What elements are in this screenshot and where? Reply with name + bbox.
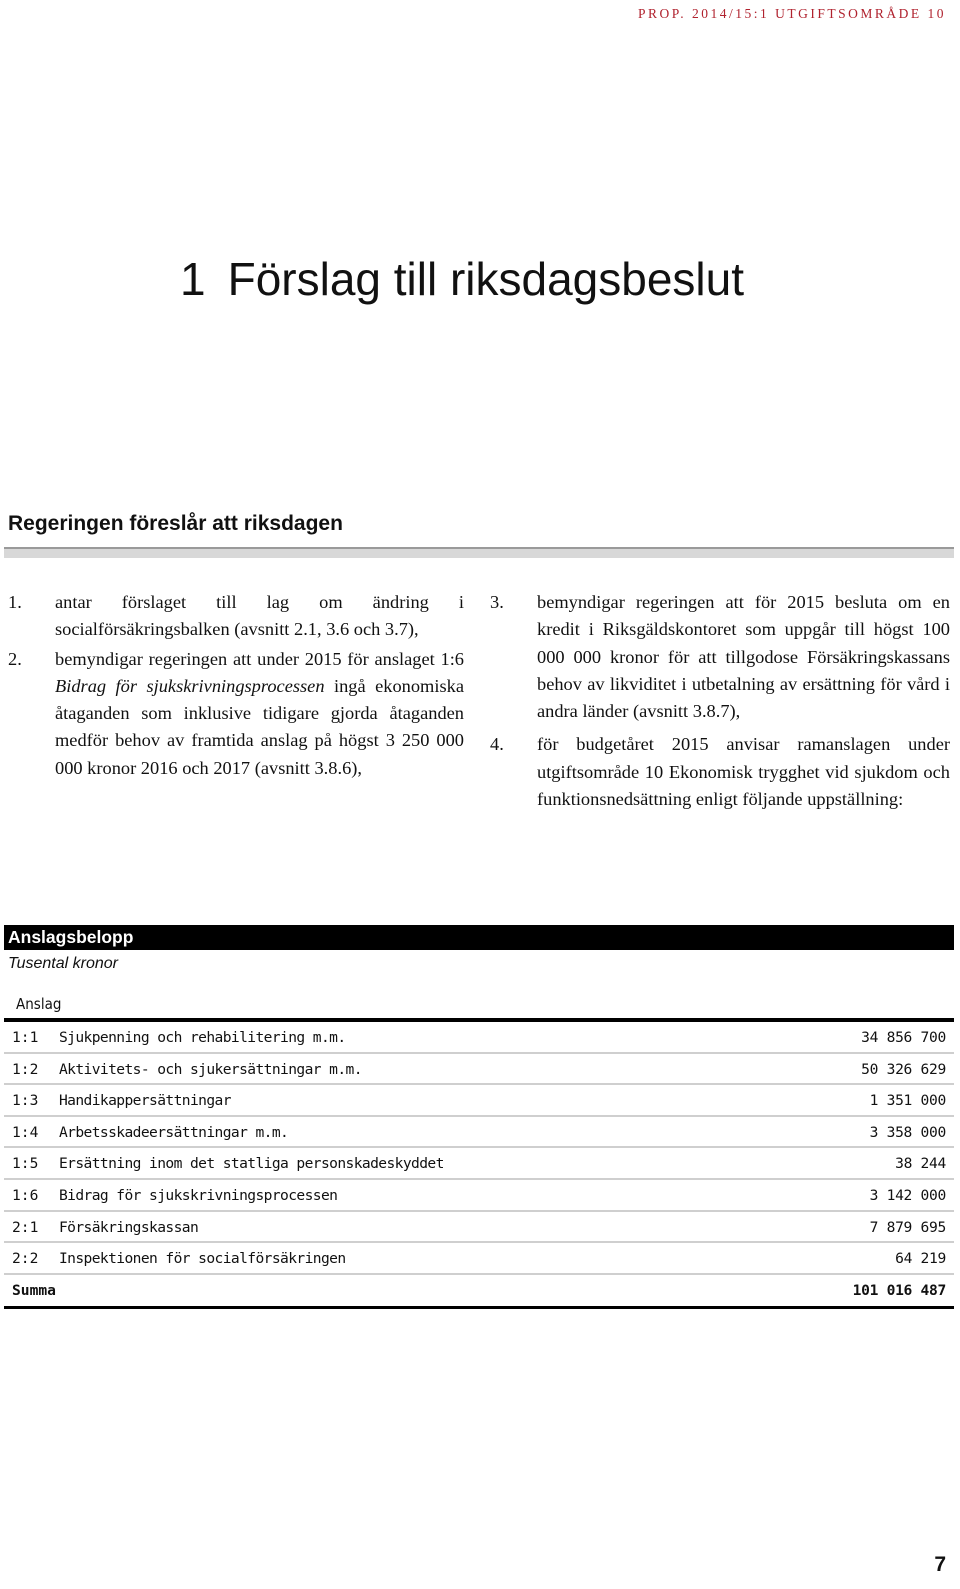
proposal-item	[490, 589, 950, 725]
row-code: 1:2	[12, 1060, 39, 1078]
row-amount: 38 244	[895, 1155, 946, 1173]
row-code: 2:2	[12, 1250, 39, 1268]
proposal-text: bemyndigar regeringen att för 2015 besluta om en kredit i Riksgäldskontoret som uppgår till högst 100 000 000 kronor för att tillgodose Försäkringskassans behov av likviditet i utbetalning av ersättning för vård i andra länder (avsnitt 3.8.7),	[537, 592, 950, 722]
row-code: 1:6	[12, 1186, 39, 1204]
appropriation-name-italic: Bidrag för sjukskrivningsprocessen	[55, 675, 325, 696]
proposal-number: 3.	[490, 592, 504, 612]
row-name: Aktivitets- och sjukersättningar m.m.	[59, 1060, 362, 1078]
row-amount: 1 351 000	[869, 1092, 946, 1110]
row-name: Ersättning inom det statliga personskadeskyddet	[59, 1155, 444, 1173]
row-name: Bidrag för sjukskrivningsprocessen	[59, 1186, 338, 1204]
proposal-column-right	[490, 589, 950, 815]
row-amount: 3 358 000	[869, 1123, 946, 1141]
row-code: 1:3	[12, 1092, 39, 1110]
row-amount: 7 879 695	[869, 1218, 946, 1236]
proposal-text-part: bemyndigar regeringen att under 2015 för anslaget 1:6	[55, 648, 464, 669]
proposal-number: 2.	[8, 648, 22, 669]
row-code: 1:4	[12, 1123, 39, 1141]
total-label: Summa	[12, 1281, 56, 1299]
proposal-item	[8, 646, 464, 782]
row-name: Handikappersättningar	[59, 1092, 231, 1110]
proposal-text-part: ingå ekonomiska åtaganden som inklusive tidigare gjorda åtaganden medför behov av framtida anslag på högst 3 250 000 000 kronor 2016 och 2017 (avsnitt 3.8.6),	[55, 675, 464, 778]
table-row	[4, 1085, 954, 1117]
running-header: PROP. 2014/15:1 UTGIFTSOMRÅDE 10	[637, 6, 946, 21]
row-code: 1:5	[12, 1155, 39, 1173]
row-amount: 3 142 000	[869, 1186, 946, 1204]
proposal-column-left	[8, 589, 464, 784]
table-title: Anslagsbelopp	[4, 925, 954, 950]
proposal-text: för budgetåret 2015 anvisar ramanslagen under utgiftsområde 10 Ekonomisk trygghet vid sjukdom och funktionsnedsättning enligt följande uppställning:	[537, 734, 950, 810]
chapter-title	[180, 252, 744, 306]
table-total-row	[4, 1275, 954, 1307]
appropriations-table	[4, 1018, 954, 1309]
table-subtitle: Tusental kronor	[8, 955, 118, 972]
table-row	[4, 1054, 954, 1086]
proposal-number: 1.	[8, 592, 22, 612]
table-row	[4, 1243, 954, 1275]
chapter-title-text: Förslag till riksdagsbeslut	[227, 253, 745, 305]
row-name: Försäkringskassan	[59, 1218, 199, 1236]
table-column-header: Anslag	[16, 995, 62, 1013]
table-row	[4, 1212, 954, 1244]
row-amount: 34 856 700	[861, 1029, 946, 1046]
proposal-number: 4.	[490, 734, 504, 755]
proposal-box-rule	[4, 547, 954, 558]
proposal-text	[55, 646, 464, 782]
row-name: Inspektionen för socialförsäkringen	[59, 1250, 346, 1268]
proposal-text: antar förslaget till lag om ändring i socialförsäkringsbalken (avsnitt 2.1, 3.6 och 3.7),	[55, 592, 464, 640]
proposal-item	[490, 731, 950, 813]
row-amount: 50 326 629	[861, 1060, 946, 1078]
chapter-number: 1	[180, 253, 206, 305]
table-row	[4, 1022, 954, 1054]
row-code: 2:1	[12, 1218, 39, 1236]
page-number: 7	[934, 1553, 946, 1576]
table-row	[4, 1117, 954, 1149]
table-row	[4, 1148, 954, 1180]
row-name: Sjukpenning och rehabilitering m.m.	[59, 1029, 346, 1046]
row-code: 1:1	[12, 1029, 39, 1046]
total-amount: 101 016 487	[852, 1281, 946, 1299]
table-row	[4, 1180, 954, 1212]
proposal-box-title: Regeringen föreslår att riksdagen	[8, 512, 343, 535]
proposal-item	[8, 589, 464, 644]
row-amount: 64 219	[895, 1250, 946, 1268]
row-name: Arbetsskadeersättningar m.m.	[59, 1123, 289, 1141]
